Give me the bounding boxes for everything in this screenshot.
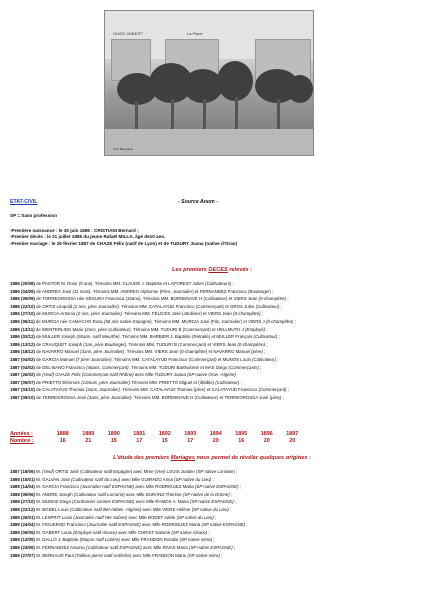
count-cell: 20 — [289, 438, 296, 444]
mariages-entry-extra: (Journalier natif Hte Saône) — [73, 514, 128, 520]
deces-entry-note: (Cultivateur) — [255, 303, 280, 309]
mariages-entry-date: 1889 (26/01) — [10, 514, 35, 520]
deces-entry-wit: . Témoins MM. MURCIA José (Fils, Journalier) et VIERS J — [151, 318, 266, 324]
deces-entry-end: ; — [231, 281, 234, 286]
mariages-entry-extra: (Cultivateur natif du Lieu) — [71, 476, 121, 482]
mariages-entry-date: 1888 (27/10) — [10, 499, 35, 505]
deces-entry-text: de DEL-BANO Francisco — [36, 364, 87, 370]
deces-entry — [10, 288, 420, 296]
mariages-entry — [10, 476, 420, 484]
mariages-entry — [10, 468, 420, 476]
mariages-entry-date: 1888 (09/06) — [10, 491, 35, 497]
mariages-entry-end: ; — [229, 491, 233, 497]
deces-entry-text: de MURCIA Antonio — [36, 311, 77, 317]
deces-entry-extra: (7 père Journalier) — [75, 356, 112, 362]
deces-list — [10, 280, 420, 402]
deces-entry-note: (père) — [269, 394, 282, 400]
deces-entry — [10, 356, 420, 364]
year-cell: 1888 — [56, 431, 69, 437]
abbreviation-note: SP = Sans profession — [10, 213, 58, 218]
photo-trunk — [171, 99, 174, 129]
mariages-entry — [10, 491, 420, 499]
mariages-entry-wit: avec Mlle RODRIGUEZ Maria — [140, 522, 202, 528]
deces-entry-text: de PRIETTO Eléonore — [36, 379, 82, 385]
photo-caption-right: La Place — [187, 31, 203, 36]
count-cell: 20 — [263, 438, 270, 444]
mariages-entry-extra: (Cultivateur natif ESPAGNE) — [86, 544, 142, 550]
counts-row — [10, 438, 305, 444]
deces-entry-wit: . Témoins MM. TUDURI B (Commerçant) et VIERS Jean — [126, 341, 238, 347]
mariages-entry-wit: avec Mlle CHRIST Salomé — [116, 529, 172, 535]
mariages-entry-note: (SP native ESPAGNE) — [190, 499, 234, 505]
deces-entry-extra: (48ans, Commerçant) — [86, 364, 129, 370]
deces-entry-extra: (13mois, père Journalier) — [81, 379, 131, 385]
year-cell: 1890 — [107, 431, 120, 437]
deces-entry — [10, 371, 420, 379]
deces-entry-wit: .Témoins MM. PRIETTO Miguel et (illisible) — [130, 379, 216, 385]
count-cell: 15 — [161, 438, 168, 444]
mariages-entry — [10, 483, 420, 491]
year-cell: 1892 — [158, 431, 171, 437]
historic-photograph — [104, 10, 314, 156]
deces-entry-note: Journalier — [172, 288, 193, 294]
mariages-entry-end: ; — [219, 552, 223, 558]
deces-entry — [10, 318, 420, 326]
mariages-entry-extra: (Employé natif Alsace) — [73, 529, 117, 535]
mariages-entry-text: M. DALLO J. Baptiste — [36, 537, 80, 543]
mariages-entry-date: 1888 (22/12) — [10, 506, 35, 512]
deces-entry-date: 1887 (05/07) — [10, 379, 35, 385]
deces-entry-date: 1886 (09/09) — [10, 296, 35, 302]
mariages-list — [10, 468, 420, 559]
firsts-list — [10, 228, 237, 247]
deces-entry-wit: avec Mlle TUDURY Juana — [133, 372, 188, 378]
deces-entry — [10, 364, 420, 372]
mariages-entry-text: M. BERNAUD Paul — [36, 552, 75, 558]
mariages-entry-extra: (Cultivateur natif Lorraine) — [73, 491, 125, 497]
mariages-entry-end: ; — [207, 529, 210, 535]
deces-entry-text: de NAVARRO Manuel — [36, 349, 81, 355]
count-cell: 16 — [238, 438, 245, 444]
deces-entry — [10, 326, 420, 334]
deces-entry-extra: (1an, père Boulanger) — [83, 341, 127, 347]
deces-entry-wit: . Témoins MM. VIERS Jean (0-champêtre) et NAVARRO Manuel — [124, 349, 252, 355]
yearly-counts — [10, 431, 305, 444]
deces-entry-note: (Cultivateur) — [253, 334, 278, 340]
deces-entry-wit: . Témoins MM. CLAUDE J. Baptiste et LAFOREST Julien — [92, 281, 206, 286]
mariages-entry-text: M. — [36, 469, 43, 474]
mariages-entry-wit: avec Mlle BODET Adèle — [127, 514, 177, 520]
mariages-entry-date: 1889 (09/05) — [10, 529, 35, 535]
deces-entry — [10, 303, 420, 311]
deces-entry-end: ; — [260, 311, 264, 317]
mariages-entry-date: 1888 (14/04) — [10, 484, 35, 490]
deces-entry-extra: (9 ans) — [78, 281, 93, 286]
deces-entry-date: 1886 (13/11) — [10, 326, 35, 332]
deces-entry-wit: (Cultivateur) et VIERS Jean — [203, 296, 259, 302]
first-death: -Premier décès : le 21 juillet 1886 du jeune Rafaël MILLA, âgé de10 ans. — [10, 234, 166, 240]
deces-entry-end: ; — [262, 349, 266, 355]
deces-entry-end: ; — [258, 364, 262, 370]
mariages-entry-date: 1889 (23/05) — [10, 544, 35, 550]
deces-entry — [10, 341, 420, 349]
mariages-entry — [10, 544, 420, 552]
deces-entry-end: ; — [275, 356, 279, 362]
deces-entry — [10, 348, 420, 356]
deces-entry-text: de TORREGROSSA née SEGURA Francisca (33ans). Témoins MM. BORDENAVE H — [36, 296, 204, 302]
mariages-title: L'étude des premiers Mariages nous permet de révéler quelques origines : — [113, 455, 311, 461]
mariages-entry-note: (SP native du Lieu) — [176, 514, 214, 520]
deces-entry-end: ; — [279, 303, 282, 309]
deces-entry-date: 1887 (03/10) — [10, 387, 35, 393]
deces-entry-wit: . Témoins MM. CATALAYUD Thomas (père) et CALATAYUD Francisco — [120, 387, 259, 393]
year-cell: 1897 — [286, 431, 299, 437]
deces-entry-wit: . Témoins MM. TUDURI Bartholomé et MAS Diego — [128, 364, 229, 370]
deces-entry-note: (0-champêtre) — [258, 296, 287, 302]
mariages-entry-note: (SP native Isère) — [187, 552, 220, 558]
deces-entry-date: 1886 (18/12) — [10, 349, 35, 355]
years-label: Années : — [10, 431, 33, 437]
deces-entry — [10, 310, 420, 318]
mariages-entry-note: (SP native ESPAGNE) — [189, 544, 233, 550]
mariages-entry-extra: (Veuf) — [42, 469, 55, 474]
deces-entry-date: 1886 (27/10) — [10, 311, 35, 317]
section-heading-etat-civil: ETAT-CIVIL — [10, 199, 38, 205]
deces-entry-extra: (3ans, père Journalier) — [80, 349, 125, 355]
deces-entry-note: (0-champêtre) — [265, 318, 294, 324]
mariages-entry-note: (SP native ESPAGNE) — [201, 522, 246, 528]
deces-entry-text: de WENTERLING Marie — [35, 326, 85, 332]
deces-entry-extra: (2ans, père Cultivateur) — [84, 326, 131, 332]
mariages-entry-text: M. GARCIA Francisco — [36, 484, 81, 490]
mariages-entry-extra: (Journalier natif ESPAGNE) — [80, 484, 135, 490]
deces-entry-date: 1886 (20/08) — [10, 281, 35, 286]
deces-entry-end: ) et FERNANDEZ Francisco (Boulanger) ; — [192, 288, 274, 294]
year-cell: 1895 — [235, 431, 248, 437]
deces-entry-note: (Cultivateur) — [215, 379, 240, 385]
mariages-entry-end: ; — [238, 484, 242, 490]
mariages-entry — [10, 498, 420, 506]
mariages-entry — [10, 552, 420, 560]
deces-entry-note: (Commerçant) — [258, 387, 287, 393]
deces-entry-wit: . Témoins MM. ANDREO Alphonse (Père, — [90, 288, 173, 294]
year-cell: 1891 — [133, 431, 146, 437]
mariages-entry-wit: avec Mlle FRANDON Marie — [131, 552, 188, 558]
mariages-entry-date: 1889 (13/05) — [10, 537, 35, 543]
deces-entry-text: de ORTIZ Léopold — [36, 303, 74, 309]
mariages-entry — [10, 529, 420, 537]
photo-trunk — [203, 99, 206, 129]
mariages-entry-extra: (Cordonnier racines ESPAGNE) — [72, 499, 135, 505]
deces-entry-wit: . Témoins MM. CATALAYUD Francisco (Commerçant) et MUNOS Louis — [111, 356, 253, 362]
mariages-entry-wit: avec Mlle RODRIGUEZ Maria — [134, 484, 195, 490]
mariages-entry-wit: avec Mlle DURAND Thérèse — [124, 491, 183, 497]
mariages-entry-extra: (Cultivateur natif Bel-Abbès -Algérie) — [69, 506, 142, 512]
first-marriage: -Premier mariage : le 26 février 1887 de CHAZE Félix (natif de Lyon) et de TUDURY Juana (native d'Oran) — [10, 240, 238, 246]
deces-entry-end: ; — [277, 334, 280, 340]
deces-entry-extra: (2 ans, père Journalier) — [76, 311, 122, 317]
photo-trunk — [135, 101, 138, 129]
mariages-entry-wit: avec Mlle FRANDON Rosalie — [119, 537, 180, 543]
deces-entry-note: (Cultivateurs) — [205, 281, 232, 286]
count-cell: 15 — [110, 438, 117, 444]
mariages-entry-note: (SP native ESPAGNE) — [194, 484, 239, 490]
deces-entry-text: de TERREGROSSA José — [36, 394, 88, 400]
deces-entry-end: ; — [239, 379, 242, 385]
photo-tree — [287, 75, 313, 103]
mariages-entry-extra: (Journalier natif ESPAGNE) — [86, 522, 141, 528]
deces-entry-text: de MURCIA née CAMACHO Rosa — [35, 318, 104, 324]
deces-entry-extra: (11 mois) — [72, 288, 91, 294]
mariages-entry — [10, 536, 420, 544]
mariages-entry-date: 1888 (15/01) — [10, 476, 35, 482]
deces-entry — [10, 280, 420, 288]
photo-trunk — [277, 99, 280, 129]
deces-entry-date: 1887 (26/02) — [10, 372, 35, 378]
mariages-entry-date: 1887 (18/06) — [10, 469, 35, 474]
deces-entry-extra: (58 ans native Espagne) — [103, 318, 152, 324]
mariages-entry-note: (SP native de la Drôme) — [182, 491, 230, 497]
deces-entry-date: 1886 (22/10) — [10, 303, 35, 309]
deces-entry-date: 1886 (03/12) — [10, 334, 35, 340]
mariages-entry-note: (SP native du Lieu) — [174, 476, 212, 482]
photo-tree — [217, 61, 253, 101]
mariages-entry-text: M. FERNANDEZ Antonio — [36, 544, 87, 550]
deces-entry-end: ; — [286, 296, 289, 302]
deces-entry-date: 1887 (04/02) — [10, 356, 35, 362]
deces-entry-wit: . Témoins MM. TUDURI B (Commerçant) et HELLMUTH J — [130, 326, 246, 332]
mariages-entry — [10, 514, 420, 522]
deces-entry-end: ; — [293, 318, 296, 324]
deces-entry-extra: (3ans, père Journalier) — [87, 394, 132, 400]
deces-entry-wit: . Témoins MM. CATALAYUD Francisco (Commerçant) et GROS Jules — [118, 303, 256, 309]
mariages-entry-text: M. GABERT Louis — [36, 529, 74, 535]
mariages-entry-date: 1889 (24/04) — [10, 522, 35, 528]
deces-entry-end: ; — [286, 387, 289, 393]
counts-label: Nombre : — [10, 438, 34, 444]
deces-entry-text: de GARCIA Manuel — [36, 356, 76, 362]
mariages-entry-extra: (Maçon natif Lozère) — [79, 537, 120, 543]
count-cell: 17 — [136, 438, 143, 444]
mariages-entry-end: ; — [211, 476, 214, 482]
deces-entry-note: (Commerçants) — [228, 364, 259, 370]
count-cell: 16 — [59, 438, 66, 444]
source-label: - Source Anom - — [178, 199, 218, 205]
deces-entry-note: (Employé) — [245, 326, 266, 332]
mariages-entry — [10, 506, 420, 514]
deces-entry-text: de MULLER Joseph — [36, 334, 77, 340]
count-cell: 20 — [212, 438, 219, 444]
deces-entry-note: (SP native Oran -Algérie) — [187, 372, 236, 378]
deces-entry-note: (Cultivateur) — [252, 356, 276, 362]
mariages-entry-note: (Vve) — [154, 469, 166, 474]
deces-entry-note: (0-champêtre) — [237, 341, 266, 347]
deces-entry-extra: (55ans, natif Meurthe) — [76, 334, 120, 340]
deces-entry-date: 1886 (04/09) — [10, 288, 35, 294]
mariages-entry-wit: avec Mlle VIERS Hélène — [141, 506, 192, 512]
mariages-entry-end: ; — [212, 537, 215, 543]
deces-entry-note: (0-champêtre) — [233, 311, 261, 317]
mariages-entry-note: (SP native du Lieu) — [191, 506, 229, 512]
deces-entry-end: ; — [265, 341, 268, 347]
mariages-entry-text: M. BODEL Louis — [36, 506, 70, 512]
mariages-entry-end: ; — [232, 544, 236, 550]
deces-title: Les premiers DECES relevés : — [172, 267, 252, 273]
deces-entry-text: de — [36, 372, 43, 378]
deces-entry-text: de CRAUQUET Joseph — [36, 341, 84, 347]
year-cell: 1896 — [260, 431, 273, 437]
photo-ground — [105, 129, 313, 155]
year-cell: 1894 — [209, 431, 222, 437]
deces-entry — [10, 394, 420, 402]
photo-caption-left: OUED-IMBERT — [113, 31, 144, 36]
deces-entry-date: 1887 (09/10) — [10, 394, 35, 400]
mariages-entry-note: (SP native Isère) — [179, 537, 213, 543]
deces-entry — [10, 386, 420, 394]
deces-entry-text: de CALATAYUD Thomas — [36, 387, 86, 393]
deces-entry-wit: . Témoins MM. FELICES José (Jardinier) et VIERS Jean — [121, 311, 234, 317]
count-cell: 21 — [85, 438, 92, 444]
mariages-entry-text: M. FIGUEROD Francisco — [36, 522, 87, 528]
year-cell: 1889 — [82, 431, 95, 437]
deces-entry-extra: (2 ans, père Journalier) — [73, 303, 119, 309]
mariages-entry-text: M. LESPRIT Louis — [36, 514, 74, 520]
deces-entry-extra: (3ans, Journalier) — [85, 387, 121, 393]
mariages-entry-extra: (Tailleur pierre natif Ardèche) — [74, 552, 132, 558]
mariages-entry-end: ; — [228, 506, 232, 512]
mariages-entry-note: (SP native Alsace) — [171, 529, 208, 535]
mariages-entry-text: M. ANDRE Joseph — [36, 491, 74, 497]
deces-entry — [10, 333, 420, 341]
mariages-entry-text: M. MUNOZ Diego — [36, 499, 73, 505]
photo-caption-bottom: Coll. Boumaza — [113, 147, 133, 151]
year-cell: 1893 — [184, 431, 197, 437]
deces-entry-text: de PASTOR M. Rose — [36, 281, 79, 286]
deces-entry-end: ; — [265, 326, 268, 332]
mariages-entry-end: ; — [245, 522, 248, 528]
mariages-entry-wit: avec Mlle RAMOS A. Maria — [134, 499, 191, 505]
first-birth: -Première naissance : le 30 juin 1886 : CRISTIANI Bernard ; — [10, 228, 139, 233]
mariages-entry-wit: ORTIZ José (Cultivateur natif Espagne) avec Mme — [54, 469, 155, 474]
deces-entry-extra: (Veuf) CHAZE Félix (Commerçant natif Rhône) — [42, 372, 134, 378]
deces-entry-wit: . Témoins MM. BORDENAVE H (Cultivateur) et TERREGROSSA José — [131, 394, 270, 400]
mariages-entry — [10, 521, 420, 529]
count-cell: 17 — [187, 438, 194, 444]
photo-trunk — [235, 97, 238, 129]
deces-entry-end: ; — [281, 394, 284, 400]
mariages-entry-text: M. GALVAN José — [36, 476, 72, 482]
deces-entry-note: (père) — [251, 349, 263, 355]
deces-entry-date: 1887 (04/02) — [10, 364, 35, 370]
years-row — [10, 431, 305, 437]
mariages-entry-end: ; — [213, 514, 217, 520]
deces-entry-date: 1886 (06/11) — [10, 318, 35, 324]
mariages-entry-wit: avec Mlle RIVAS Maria — [141, 544, 189, 550]
deces-entry — [10, 379, 420, 387]
deces-entry-wit: . Témoins MM. BARBIER J. Baptiste (Retraité) et MULLER François — [119, 334, 254, 340]
deces-entry — [10, 295, 420, 303]
deces-entry-date: 1886 (13/12) — [10, 341, 35, 347]
mariages-entry-date: 1889 (27/07) — [10, 552, 35, 558]
mariages-entry-wit: avec Mlle GUIRADO Anna — [120, 476, 175, 482]
mariages-entry-end: ; — [233, 499, 237, 505]
deces-entry-text: de ANDREO José — [36, 288, 73, 294]
mariages-entry-end: LOUIS Justine (SP native Lorraine) ; — [165, 469, 238, 474]
